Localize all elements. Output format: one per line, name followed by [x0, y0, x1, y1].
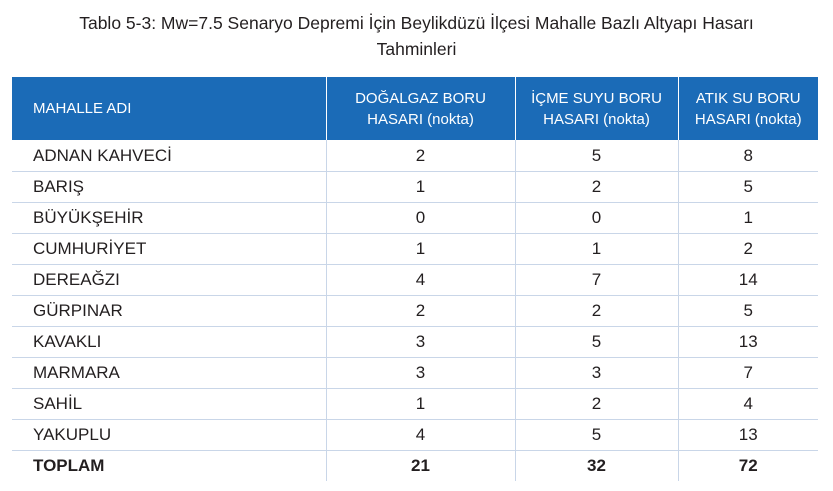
gas-damage-value: 3 — [326, 327, 515, 358]
waste-damage-value: 8 — [678, 140, 818, 172]
water-damage-value: 5 — [515, 140, 678, 172]
header-neighborhood: MAHALLE ADI — [12, 77, 326, 140]
gas-damage-total: 21 — [326, 451, 515, 482]
water-damage-value: 5 — [515, 327, 678, 358]
gas-damage-value: 1 — [326, 234, 515, 265]
gas-damage-value: 0 — [326, 203, 515, 234]
infrastructure-damage-table — [12, 77, 818, 481]
water-damage-total: 32 — [515, 451, 678, 482]
table-caption — [0, 10, 833, 62]
water-damage-value: 5 — [515, 420, 678, 451]
neighborhood-name: ADNAN KAHVECİ — [12, 140, 326, 172]
table-row — [12, 234, 818, 265]
gas-damage-value: 2 — [326, 296, 515, 327]
waste-damage-value: 1 — [678, 203, 818, 234]
gas-damage-value: 1 — [326, 172, 515, 203]
table-row — [12, 327, 818, 358]
gas-damage-value: 3 — [326, 358, 515, 389]
gas-damage-value: 4 — [326, 265, 515, 296]
neighborhood-name: BÜYÜKŞEHİR — [12, 203, 326, 234]
water-damage-value: 2 — [515, 389, 678, 420]
neighborhood-name: CUMHURİYET — [12, 234, 326, 265]
header-waste-line-2: HASARI (nokta) — [694, 110, 802, 128]
header-water-pipe-damage — [515, 77, 678, 140]
waste-damage-value: 2 — [678, 234, 818, 265]
waste-damage-value: 4 — [678, 389, 818, 420]
water-damage-value: 1 — [515, 234, 678, 265]
header-gas-pipe-damage — [326, 77, 515, 140]
header-gas-line-1: DOĞALGAZ BORU — [355, 89, 486, 107]
table-header-row — [12, 77, 818, 140]
neighborhood-name: GÜRPINAR — [12, 296, 326, 327]
waste-damage-value: 7 — [678, 358, 818, 389]
neighborhood-name: YAKUPLU — [12, 420, 326, 451]
header-gas-line-2: HASARI (nokta) — [367, 110, 474, 128]
water-damage-value: 7 — [515, 265, 678, 296]
table-row — [12, 203, 818, 234]
neighborhood-name: MARMARA — [12, 358, 326, 389]
caption-line-2: Tahminleri — [376, 39, 457, 59]
neighborhood-name: DEREAĞZI — [12, 265, 326, 296]
table-row — [12, 296, 818, 327]
neighborhood-name: KAVAKLI — [12, 327, 326, 358]
water-damage-value: 2 — [515, 296, 678, 327]
waste-damage-value: 13 — [678, 420, 818, 451]
gas-damage-value: 4 — [326, 420, 515, 451]
water-damage-value: 3 — [515, 358, 678, 389]
waste-damage-value: 14 — [678, 265, 818, 296]
water-damage-value: 0 — [515, 203, 678, 234]
water-damage-value: 2 — [515, 172, 678, 203]
header-water-line-2: HASARI (nokta) — [543, 110, 650, 128]
table-row — [12, 140, 818, 172]
waste-damage-value: 5 — [678, 296, 818, 327]
header-waste-line-1: ATIK SU BORU — [695, 89, 801, 107]
neighborhood-name: BARIŞ — [12, 172, 326, 203]
table-row — [12, 389, 818, 420]
total-label: TOPLAM — [33, 456, 105, 475]
waste-damage-total: 72 — [678, 451, 818, 482]
header-wastewater-pipe-damage — [678, 77, 818, 140]
gas-damage-value: 1 — [326, 389, 515, 420]
neighborhood-name: SAHİL — [12, 389, 326, 420]
waste-damage-value: 13 — [678, 327, 818, 358]
header-water-line-1: İÇME SUYU BORU — [531, 89, 662, 107]
waste-damage-value: 5 — [678, 172, 818, 203]
table-row — [12, 358, 818, 389]
table-row — [12, 420, 818, 451]
table-total-row — [12, 451, 818, 482]
table-row — [12, 172, 818, 203]
table-row — [12, 265, 818, 296]
gas-damage-value: 2 — [326, 140, 515, 172]
caption-line-1: Tablo 5-3: Mw=7.5 Senaryo Depremi İçin Beylikdüzü İlçesi Mahalle Bazlı Altyapı Hasarı — [79, 13, 754, 33]
